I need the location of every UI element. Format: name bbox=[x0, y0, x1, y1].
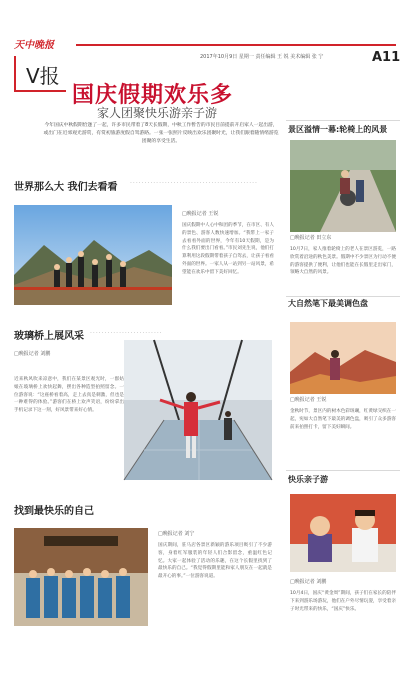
column-rule bbox=[286, 296, 400, 297]
sidebar-byline: □晚报记者 田立东 bbox=[290, 235, 332, 241]
masthead: 天中晚报 bbox=[14, 40, 54, 51]
article-byline: □晚报记者 刘宁 bbox=[158, 531, 195, 537]
intro-paragraph: 今年国庆中秋假期恰逢了一起，许多市民带着了8天长假期，中秋工作暂告的市民目前提前开启家人一起出游，或出门在近郊观光游赏，有赏初旅游度假自驾游路。一张一张照片反映出欢乐团聚时光，让我们跟着随情绪游览团聚的享受生活。 bbox=[43, 123, 279, 144]
column-rule bbox=[286, 470, 400, 471]
photo-children bbox=[290, 494, 396, 572]
header-rule bbox=[76, 44, 396, 46]
dotted-divider: ············································ bbox=[130, 180, 258, 187]
sidebar-title-wheelchair: 景区溢情一幕:轮椅上的风景 bbox=[288, 125, 388, 134]
sidebar-body: 10月7日，家人推着轮椅上的老人在景区游览，一路欣赏着沿途的秋色美景。假期中不少景区为行动不便的游客提供了便利，让他们也能在长假里走出家门，领略大自然的风景。 bbox=[290, 247, 396, 276]
sidebar-byline: □晚报记者 刘鹏 bbox=[290, 579, 327, 585]
article-title-world: 世界那么大 我们去看看 bbox=[14, 182, 118, 193]
article-body: 近来秋风吹来凉意中，我们在某景区观光时，一群姑娘在玻璃桥上欢快起舞，摆出各种造型拍照留念。一位游客说：“这座桥看着高，走上去真是刺激，但也是一种难得的体验。”游客们在桥上欢声笑语，纷纷拿出手机记录下这一刻，好风景带来好心情。 bbox=[14, 377, 124, 414]
section-name: V报 bbox=[26, 64, 60, 88]
article-title-glass-bridge: 玻璃桥上展风采 bbox=[14, 331, 84, 342]
sidebar-title-palette: 大自然笔下最美调色盘 bbox=[288, 299, 368, 308]
sidebar-title-family-trip: 快乐亲子游 bbox=[288, 475, 328, 484]
page-title: 国庆假期欢乐多 bbox=[72, 83, 234, 108]
article-body: 国庆假期中人心中和团的季节，在市区、有人的景色、游客人数快速增加。“我带上一家子去看看外面的世界，今年有10天假期，是为什么我们要出门看看。”市民刘先生说，他们打算利用这段假期带着孩子自驾去，让孩子看看外面的世界。一家人从一站到另一站风景，希望能在欢乐中留下美好回忆。 bbox=[182, 223, 274, 275]
photo-mountain-group bbox=[14, 205, 172, 305]
sidebar-body: 金秋时节，景区内的树木色彩斑斓，红黄绿交织在一起，宛如大自然笔下最美的调色盘，吸引了众多游客前来拍照打卡，留下美好瞬间。 bbox=[290, 409, 396, 430]
article-body: 国庆期间，驻马店各景区新颖的游乐项目吸引了不少游客，身着红军服装的年轻人们合影留念，重温红色记忆。大家一起体验了活动的乐趣，在这个长假里找到了最快乐的自己。“我觉得假期里能和家人朋友在一起就是最开心的事。”一位游客说道。 bbox=[158, 543, 272, 580]
page-subtitle: 家人团聚快乐游亲子游 bbox=[97, 106, 218, 120]
article-byline: □晚报记者 王锐 bbox=[182, 211, 219, 217]
article-title-happiest-self: 找到最快乐的自己 bbox=[14, 506, 94, 517]
sidebar-body: 10月4日，国庆“黄金周”期间，孩子们在家长的陪伴下来到游乐场游玩，他们在户外尽情玩耍，享受着亲子时光带来的快乐，“国庆”快乐。 bbox=[290, 591, 396, 612]
photo-autumn-hills bbox=[290, 322, 396, 394]
header-meta: 2017年10月9日 星期一 责任编辑 王 锐 美术编辑 张 宁 bbox=[200, 54, 324, 60]
column-rule bbox=[286, 120, 400, 121]
photo-glass-bridge bbox=[124, 340, 272, 480]
page-number: A11 bbox=[372, 50, 401, 65]
dotted-divider: ························· bbox=[90, 330, 163, 337]
photo-red-army-group bbox=[14, 528, 148, 626]
article-byline: □晚报记者 刘鹏 bbox=[14, 351, 51, 357]
photo-wheelchair-path bbox=[290, 140, 396, 232]
sidebar-byline: □晚报记者 王锐 bbox=[290, 397, 327, 403]
